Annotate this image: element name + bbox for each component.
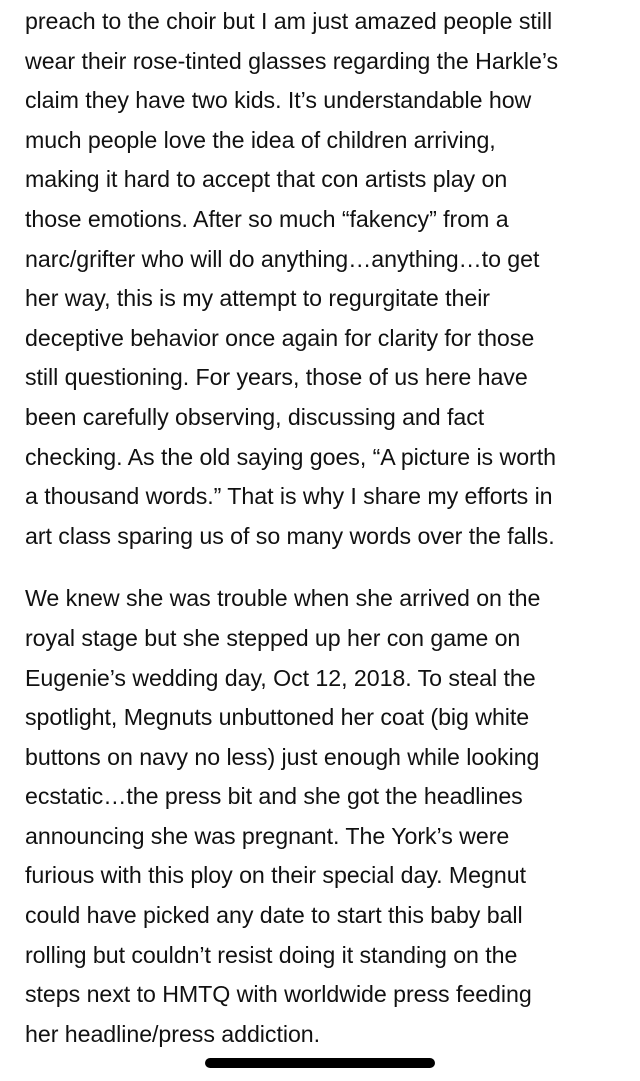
text-line: steps next to HMTQ with worldwide press feeding [25,981,532,1008]
article-body [25,2,625,1054]
text-line: still questioning. For years, those of us here have [25,364,528,391]
paragraph-2 [25,579,625,1054]
home-indicator-bar[interactable] [205,1058,435,1068]
text-line: a thousand words.” That is why I share my efforts in [25,483,553,510]
text-line: buttons on navy no less) just enough while looking [25,743,540,770]
text-line: been carefully observing, discussing and fact [25,403,485,430]
text-line: could have picked any date to start this baby ball [25,902,523,929]
text-line: claim they have two kids. It’s understandable how [25,87,532,114]
text-line: royal stage but she stepped up her con game on [25,624,521,651]
text-line: deceptive behavior once again for clarity for those [25,324,535,351]
text-line: announcing she was pregnant. The York’s were [25,822,510,849]
text-line: ecstatic…the press bit and she got the headlines [25,783,523,810]
paragraph-1 [25,2,625,556]
text-line: narc/grifter who will do anything…anything…to get [25,245,540,272]
text-line: those emotions. After so much “fakency” from a [25,205,509,232]
text-line: furious with this ploy on their special day. Megnut [25,862,526,889]
text-line: wear their rose-tinted glasses regarding the Harkle’s [25,47,559,74]
text-line: her way, this is my attempt to regurgitate their [25,285,490,312]
text-line: Eugenie’s wedding day, Oct 12, 2018. To steal the [25,664,536,691]
text-line: We knew she was trouble when she arrived on the [25,585,541,612]
text-line: spotlight, Megnuts unbuttoned her coat (big white [25,704,530,731]
text-line: rolling but couldn’t resist doing it standing on the [25,941,518,968]
text-line: art class sparing us of so many words over the falls. [25,522,555,549]
text-line: much people love the idea of children arriving, [25,126,496,153]
text-line: checking. As the old saying goes, “A picture is worth [25,443,556,470]
text-line: making it hard to accept that con artists play on [25,166,508,193]
paragraph-spacer [25,556,625,579]
text-line: preach to the choir but I am just amazed people still [25,8,553,34]
text-line: her headline/press addiction. [25,1020,321,1047]
